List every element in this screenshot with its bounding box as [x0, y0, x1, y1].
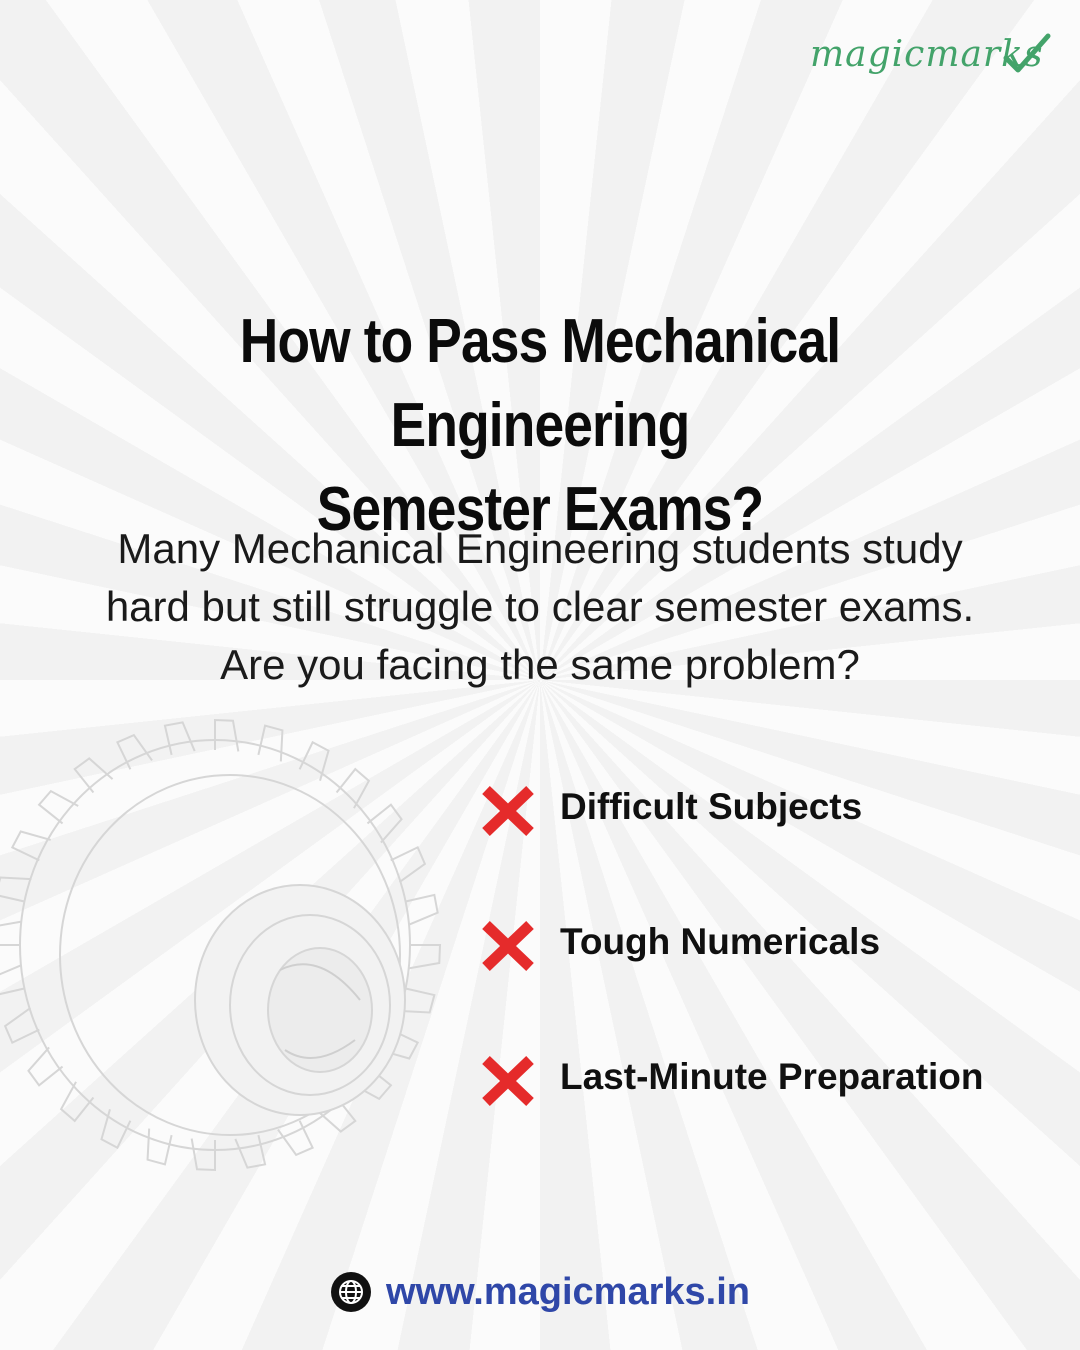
- intro-line-3: Are you facing the same problem?: [220, 641, 860, 688]
- title-line-1: How to Pass Mechanical Engineering: [239, 307, 841, 460]
- gear-tooth: [235, 1135, 265, 1168]
- list-item-label: Tough Numericals: [560, 921, 881, 962]
- list-item: [478, 780, 1068, 842]
- intro-line-2: hard but still struggle to clear semester exams.: [105, 583, 975, 630]
- check-icon: [1002, 28, 1052, 78]
- logo-wordmark: magicmarks: [810, 34, 1044, 75]
- list-item: [478, 915, 1068, 977]
- title-line-2: Semester Exams?: [316, 475, 764, 544]
- brand-logo[interactable]: [810, 28, 1055, 98]
- gear-tooth: [405, 895, 438, 925]
- gear-tooth: [5, 1008, 39, 1043]
- list-item-label: Difficult Subjects: [560, 786, 863, 827]
- gear-tooth: [409, 945, 440, 968]
- gear-tooth: [215, 720, 238, 751]
- intro-line-1: Many Mechanical Engineering students study: [117, 525, 963, 572]
- gear-tooth: [192, 1139, 215, 1170]
- gear-tooth: [0, 922, 21, 945]
- globe-icon: [330, 1271, 372, 1313]
- list-item: [478, 1050, 1068, 1112]
- gear-tooth: [391, 847, 425, 882]
- gear-tooth: [258, 726, 282, 762]
- gear-tooth: [165, 722, 195, 755]
- page-title: [110, 300, 970, 552]
- cross-icon: [478, 919, 538, 973]
- cross-icon: [478, 1054, 538, 1108]
- gear-tooth: [39, 791, 78, 823]
- footer: [0, 1264, 1080, 1320]
- gear-tooth: [148, 1129, 172, 1165]
- gear-illustration: [0, 700, 450, 1180]
- website-link[interactable]: www.magicmarks.in: [386, 1270, 750, 1313]
- problem-list: [478, 780, 1068, 1185]
- intro-paragraph: [20, 520, 1060, 694]
- cross-icon: [478, 784, 538, 838]
- list-item-label: Last-Minute Preparation: [560, 1056, 984, 1097]
